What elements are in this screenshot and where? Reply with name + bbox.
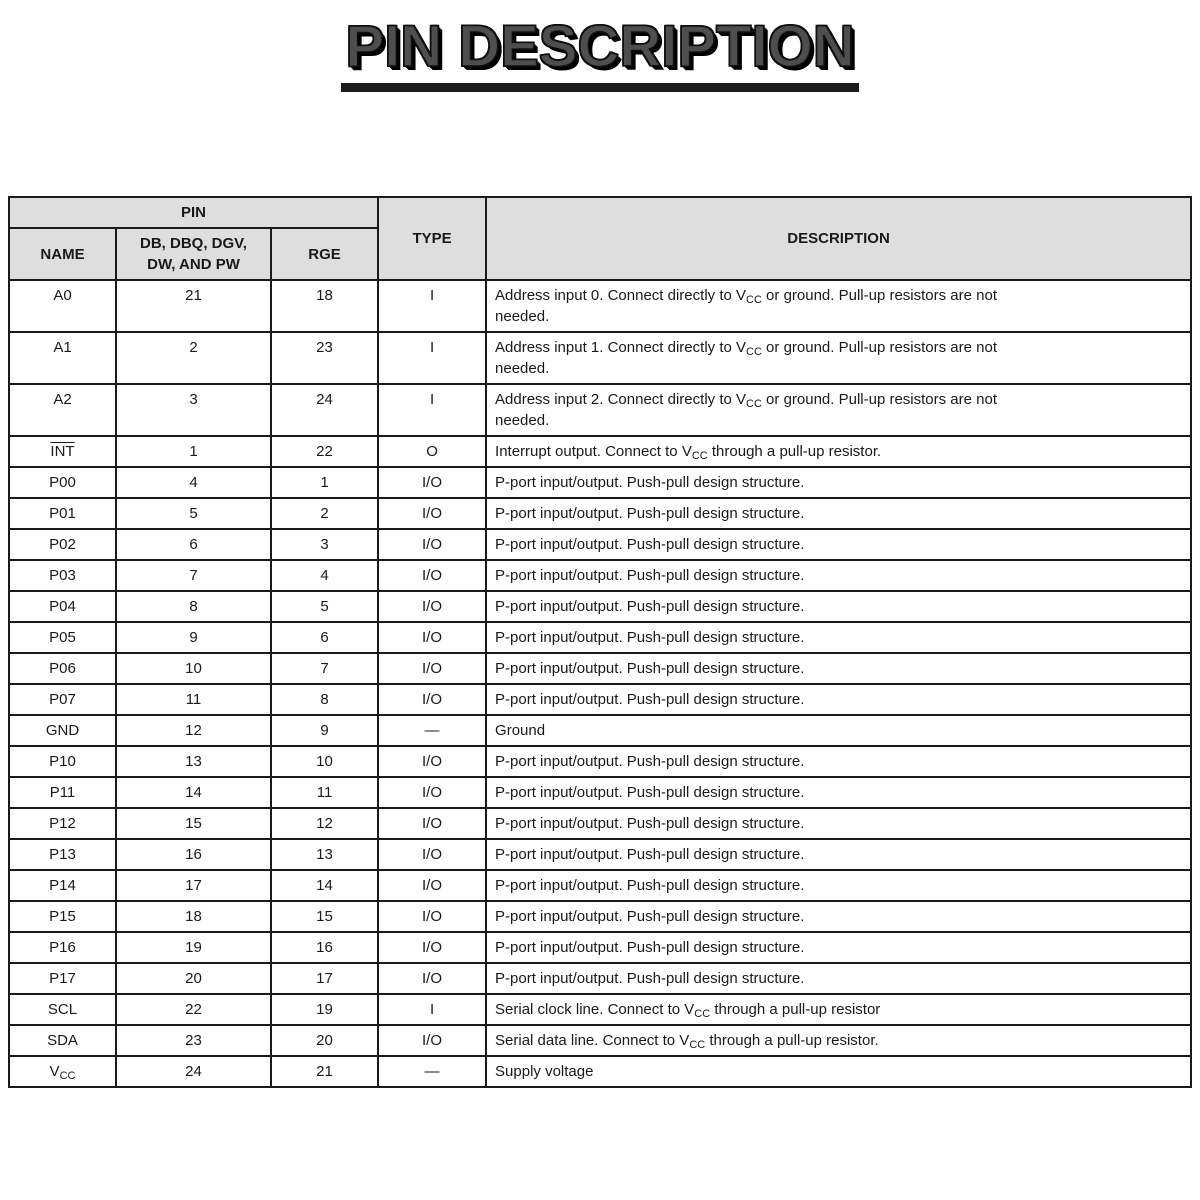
cell-pin-number-rge: 19 — [271, 994, 378, 1025]
table-row — [9, 870, 1191, 901]
table-row — [9, 498, 1191, 529]
cell-pin-number-rge: 11 — [271, 777, 378, 808]
cell-description: P-port input/output. Push-pull design structure. — [486, 684, 1191, 715]
table-row — [9, 1025, 1191, 1056]
cell-pin-number-rge: 9 — [271, 715, 378, 746]
header-package-rge: RGE — [271, 228, 378, 280]
cell-pin-number-db: 11 — [116, 684, 271, 715]
cell-pin-number-db: 13 — [116, 746, 271, 777]
cell-pin-number-db: 3 — [116, 384, 271, 436]
cell-description: P-port input/output. Push-pull design structure. — [486, 467, 1191, 498]
cell-type: I/O — [378, 529, 486, 560]
cell-description: Ground — [486, 715, 1191, 746]
page-title: PIN DESCRIPTION — [341, 18, 858, 92]
cell-description: P-port input/output. Push-pull design structure. — [486, 932, 1191, 963]
cell-pin-number-db: 15 — [116, 808, 271, 839]
cell-description: P-port input/output. Push-pull design structure. — [486, 839, 1191, 870]
cell-pin-number-db: 7 — [116, 560, 271, 591]
table-row — [9, 808, 1191, 839]
cell-pin-number-db: 14 — [116, 777, 271, 808]
cell-type: I/O — [378, 808, 486, 839]
cell-pin-name: P01 — [9, 498, 116, 529]
table-row — [9, 715, 1191, 746]
cell-pin-name: P03 — [9, 560, 116, 591]
cell-pin-name: A2 — [9, 384, 116, 436]
cell-description: P-port input/output. Push-pull design structure. — [486, 622, 1191, 653]
table-row — [9, 591, 1191, 622]
cell-pin-number-rge: 2 — [271, 498, 378, 529]
table-header — [9, 197, 1191, 280]
cell-pin-number-rge: 14 — [271, 870, 378, 901]
cell-description: P-port input/output. Push-pull design structure. — [486, 963, 1191, 994]
cell-pin-number-db: 23 — [116, 1025, 271, 1056]
header-package-db: DB, DBQ, DGV, DW, AND PW — [116, 228, 271, 280]
table-row — [9, 746, 1191, 777]
cell-type: I/O — [378, 467, 486, 498]
cell-pin-number-rge: 8 — [271, 684, 378, 715]
cell-description: P-port input/output. Push-pull design structure. — [486, 653, 1191, 684]
table-row — [9, 963, 1191, 994]
pin-description-table — [8, 196, 1192, 1088]
cell-type: I/O — [378, 653, 486, 684]
cell-description: Serial clock line. Connect to $V_{CC}$ through a pull-up resistor — [486, 994, 1191, 1025]
cell-description: P-port input/output. Push-pull design structure. — [486, 529, 1191, 560]
table-row — [9, 280, 1191, 332]
cell-type: I — [378, 280, 486, 332]
cell-pin-number-db: 18 — [116, 901, 271, 932]
cell-pin-name: P14 — [9, 870, 116, 901]
cell-pin-number-rge: 15 — [271, 901, 378, 932]
table-row — [9, 529, 1191, 560]
cell-pin-number-rge: 17 — [271, 963, 378, 994]
table-row — [9, 777, 1191, 808]
header-name: NAME — [9, 228, 116, 280]
cell-pin-name: P12 — [9, 808, 116, 839]
cell-type: I/O — [378, 746, 486, 777]
cell-description: Supply voltage — [486, 1056, 1191, 1087]
cell-pin-number-db: 16 — [116, 839, 271, 870]
cell-pin-number-db: 6 — [116, 529, 271, 560]
cell-description: Address input 2. Connect directly to $V_{CC}$ or ground. Pull-up resistors are not needed. — [486, 384, 1191, 436]
table-row — [9, 332, 1191, 384]
cell-pin-number-db: 21 — [116, 280, 271, 332]
cell-pin-number-rge: 13 — [271, 839, 378, 870]
cell-type: I/O — [378, 1025, 486, 1056]
cell-description: P-port input/output. Push-pull design structure. — [486, 746, 1191, 777]
cell-type: I/O — [378, 870, 486, 901]
cell-pin-name: P07 — [9, 684, 116, 715]
cell-description: Interrupt output. Connect to $V_{CC}$ through a pull-up resistor. — [486, 436, 1191, 467]
cell-description: Address input 1. Connect directly to $V_{CC}$ or ground. Pull-up resistors are not needed. — [486, 332, 1191, 384]
cell-type: I/O — [378, 498, 486, 529]
cell-type: I/O — [378, 901, 486, 932]
cell-pin-name: A1 — [9, 332, 116, 384]
table-row — [9, 467, 1191, 498]
cell-type: I/O — [378, 932, 486, 963]
cell-pin-name: P10 — [9, 746, 116, 777]
cell-pin-number-rge: 20 — [271, 1025, 378, 1056]
cell-pin-number-db: 22 — [116, 994, 271, 1025]
cell-type: I/O — [378, 591, 486, 622]
cell-pin-number-db: 19 — [116, 932, 271, 963]
cell-type: I — [378, 332, 486, 384]
cell-description: Serial data line. Connect to $V_{CC}$ through a pull-up resistor. — [486, 1025, 1191, 1056]
cell-pin-number-rge: 5 — [271, 591, 378, 622]
cell-pin-number-rge: 3 — [271, 529, 378, 560]
cell-pin-name: P05 — [9, 622, 116, 653]
table-row — [9, 839, 1191, 870]
cell-description: Address input 0. Connect directly to $V_{CC}$ or ground. Pull-up resistors are not needed. — [486, 280, 1191, 332]
table-row — [9, 901, 1191, 932]
cell-description: P-port input/output. Push-pull design structure. — [486, 808, 1191, 839]
cell-type: — — [378, 715, 486, 746]
cell-pin-name: P15 — [9, 901, 116, 932]
cell-pin-name: P11 — [9, 777, 116, 808]
cell-type: I/O — [378, 777, 486, 808]
cell-pin-number-db: 20 — [116, 963, 271, 994]
cell-description: P-port input/output. Push-pull design structure. — [486, 901, 1191, 932]
cell-pin-number-rge: 23 — [271, 332, 378, 384]
cell-pin-number-rge: 18 — [271, 280, 378, 332]
header-pin-group: PIN — [9, 197, 378, 228]
cell-pin-name: GND — [9, 715, 116, 746]
cell-pin-number-db: 17 — [116, 870, 271, 901]
cell-type: I/O — [378, 622, 486, 653]
cell-pin-number-rge: 1 — [271, 467, 378, 498]
cell-description: P-port input/output. Push-pull design structure. — [486, 870, 1191, 901]
table-row — [9, 684, 1191, 715]
title-wrap — [0, 0, 1200, 92]
cell-pin-number-db: 8 — [116, 591, 271, 622]
cell-type: I/O — [378, 684, 486, 715]
cell-pin-name: P00 — [9, 467, 116, 498]
cell-pin-number-rge: 24 — [271, 384, 378, 436]
cell-pin-number-db: 1 — [116, 436, 271, 467]
cell-pin-number-db: 4 — [116, 467, 271, 498]
cell-pin-name: P04 — [9, 591, 116, 622]
cell-pin-number-rge: 21 — [271, 1056, 378, 1087]
header-type: TYPE — [378, 197, 486, 280]
cell-type: I/O — [378, 560, 486, 591]
cell-type: I/O — [378, 963, 486, 994]
table-row — [9, 384, 1191, 436]
header-description: DESCRIPTION — [486, 197, 1191, 280]
cell-pin-name: A0 — [9, 280, 116, 332]
cell-pin-number-rge: 6 — [271, 622, 378, 653]
cell-pin-number-db: 2 — [116, 332, 271, 384]
cell-type: I — [378, 384, 486, 436]
table-row — [9, 932, 1191, 963]
cell-pin-number-rge: 4 — [271, 560, 378, 591]
cell-description: P-port input/output. Push-pull design structure. — [486, 591, 1191, 622]
cell-description: P-port input/output. Push-pull design structure. — [486, 498, 1191, 529]
cell-pin-number-db: 24 — [116, 1056, 271, 1087]
cell-type: I — [378, 994, 486, 1025]
cell-pin-number-rge: 22 — [271, 436, 378, 467]
cell-pin-name: $V_{CC}$ — [9, 1056, 116, 1087]
cell-pin-number-rge: 12 — [271, 808, 378, 839]
table-row — [9, 436, 1191, 467]
cell-pin-name: P02 — [9, 529, 116, 560]
cell-pin-number-rge: 10 — [271, 746, 378, 777]
table-row — [9, 622, 1191, 653]
cell-type: — — [378, 1056, 486, 1087]
cell-pin-name: P16 — [9, 932, 116, 963]
cell-pin-number-db: 5 — [116, 498, 271, 529]
overline-text: $\overline{INT}$ — [50, 443, 75, 460]
cell-pin-name: P06 — [9, 653, 116, 684]
cell-pin-number-db: 10 — [116, 653, 271, 684]
table-row — [9, 653, 1191, 684]
cell-pin-name: SDA — [9, 1025, 116, 1056]
table-row — [9, 560, 1191, 591]
cell-pin-name — [9, 436, 116, 467]
cell-description: P-port input/output. Push-pull design structure. — [486, 560, 1191, 591]
header-row-pin-group — [9, 197, 1191, 228]
cell-pin-name: P17 — [9, 963, 116, 994]
table-row — [9, 1056, 1191, 1087]
cell-pin-number-db: 12 — [116, 715, 271, 746]
cell-type: I/O — [378, 839, 486, 870]
cell-pin-name: P13 — [9, 839, 116, 870]
cell-pin-number-rge: 7 — [271, 653, 378, 684]
cell-type: O — [378, 436, 486, 467]
table-row — [9, 994, 1191, 1025]
table-body — [9, 280, 1191, 1087]
cell-pin-number-db: 9 — [116, 622, 271, 653]
cell-pin-number-rge: 16 — [271, 932, 378, 963]
cell-description: P-port input/output. Push-pull design structure. — [486, 777, 1191, 808]
cell-pin-name: SCL — [9, 994, 116, 1025]
